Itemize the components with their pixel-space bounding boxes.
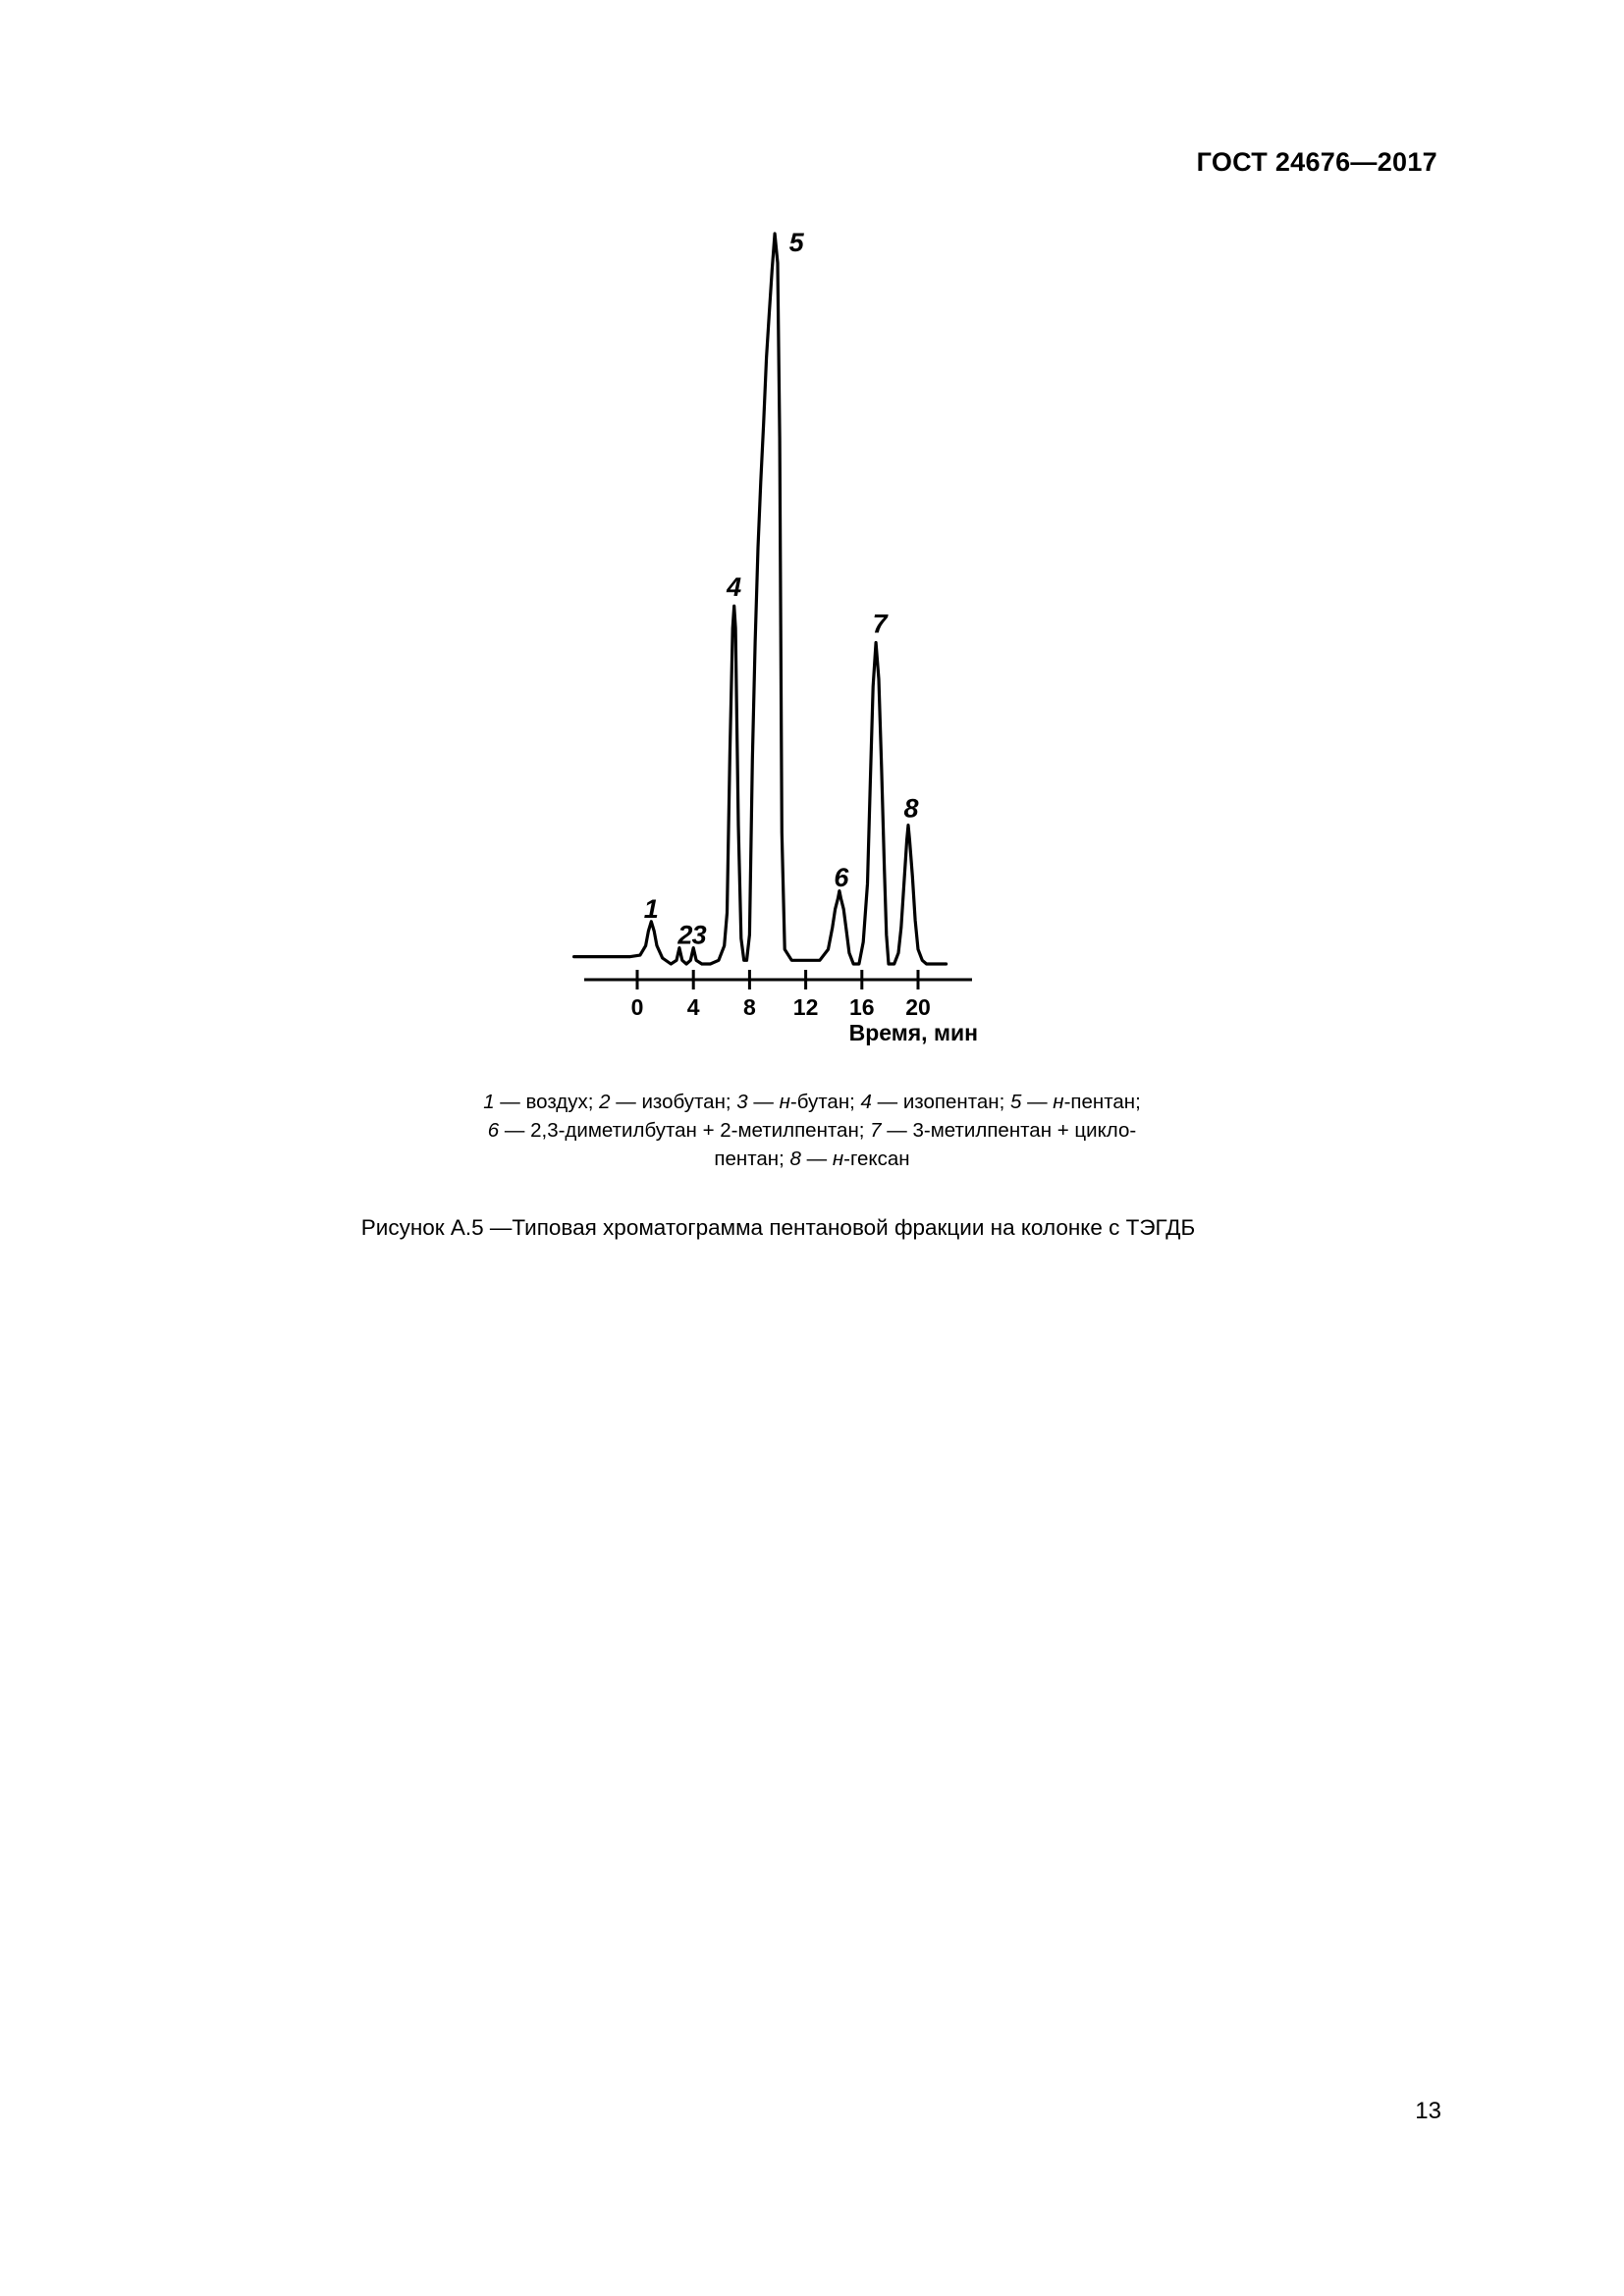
signal-trace (574, 234, 947, 964)
chromatogram-svg (579, 226, 992, 1050)
legend-italic-prefix: н (1053, 1091, 1064, 1113)
legend-dash: — (610, 1091, 642, 1113)
legend-text: воздух; (525, 1091, 600, 1113)
legend-dash: — (881, 1119, 913, 1142)
peak-label: 8 (903, 793, 919, 824)
peak-label: 4 (727, 572, 742, 603)
legend-number: 3 (736, 1091, 748, 1113)
legend-number: 6 (487, 1119, 500, 1142)
legend-text: изобутан; (641, 1091, 737, 1113)
figure-caption: Рисунок А.5 —Типовая хроматограмма пентановой фракции на колонке с ТЭГДБ (360, 1215, 1196, 1240)
legend-text: изопентан; (902, 1091, 1010, 1113)
peak-label: 5 (788, 228, 804, 257)
legend-text: -бутан; (789, 1091, 861, 1113)
legend-dash: — (499, 1119, 531, 1142)
legend-dash: — (747, 1091, 780, 1113)
chromatogram-chart (579, 226, 992, 1050)
peak-label: 2 (677, 920, 693, 950)
legend-number: 8 (789, 1148, 801, 1170)
legend-italic-prefix: н (832, 1148, 844, 1170)
tick-label: 12 (792, 994, 819, 1020)
legend-dash: — (800, 1148, 833, 1170)
legend-number: 1 (483, 1091, 495, 1113)
legend-text: -гексан (843, 1148, 910, 1170)
peak-label: 7 (872, 609, 888, 639)
legend-line-3 (321, 1145, 1303, 1173)
legend-text: -пентан; (1063, 1091, 1141, 1113)
legend-dash: — (1021, 1091, 1054, 1113)
tick-label: 20 (905, 994, 931, 1020)
peak-label: 1 (643, 893, 659, 924)
tick-label: 8 (743, 994, 756, 1020)
legend-text: пентан; (714, 1148, 790, 1170)
legend-line-2 (321, 1116, 1303, 1145)
figure-legend (321, 1088, 1303, 1173)
x-axis-label: Время, мин (848, 1020, 978, 1045)
tick-label: 0 (630, 994, 644, 1020)
legend-dash: — (494, 1091, 526, 1113)
legend-number: 4 (860, 1091, 872, 1113)
legend-dash: — (871, 1091, 903, 1113)
tick-label: 16 (849, 994, 875, 1020)
legend-italic-prefix: н (779, 1091, 790, 1113)
legend-number: 5 (1009, 1091, 1022, 1113)
legend-line-1 (321, 1088, 1303, 1116)
legend-number: 7 (870, 1119, 882, 1142)
document-header: ГОСТ 24676—2017 (1196, 147, 1437, 177)
page-number: 13 (1415, 2098, 1441, 2124)
tick-label: 4 (686, 994, 700, 1020)
legend-number: 2 (599, 1091, 611, 1113)
legend-text: 2,3-диметилбутан + 2-метилпентан; (530, 1119, 871, 1142)
peak-label: 3 (691, 920, 707, 950)
legend-text: 3-метилпентан + цикло- (912, 1119, 1137, 1142)
peak-label: 6 (834, 863, 849, 893)
